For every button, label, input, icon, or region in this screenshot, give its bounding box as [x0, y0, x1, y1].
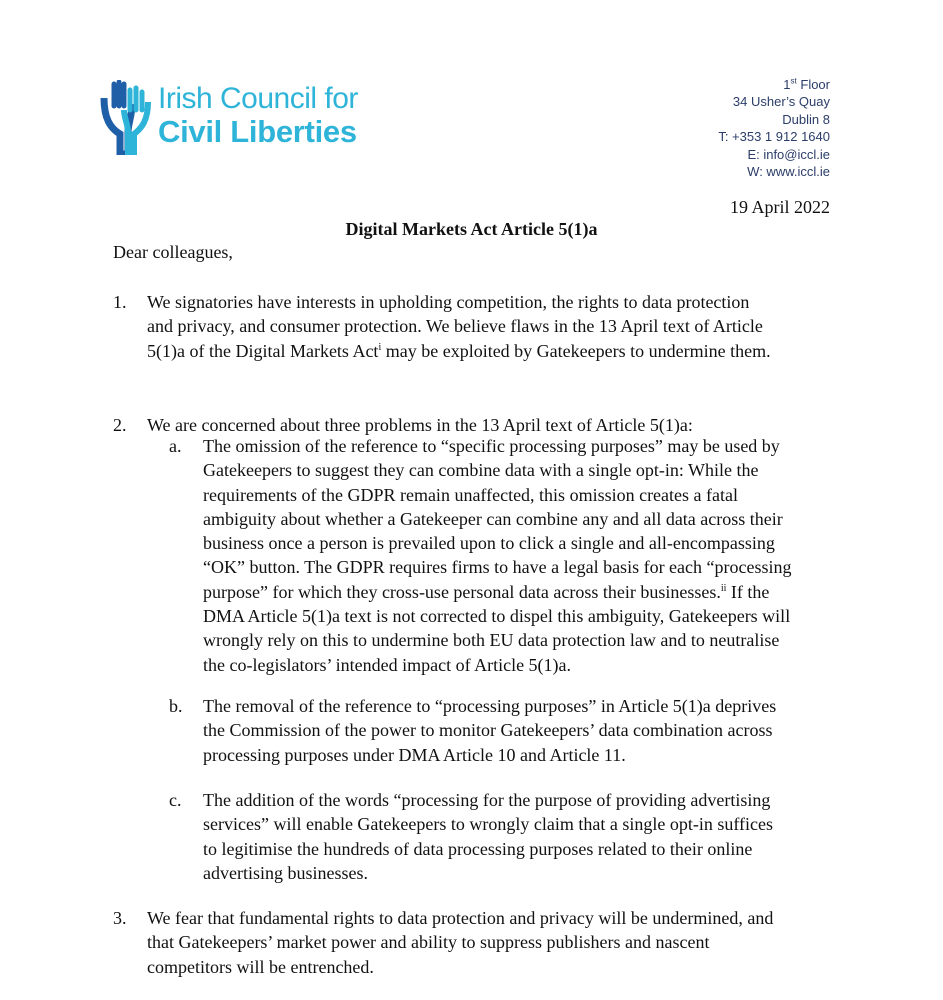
- text-segment: the co-legislators’ intended impact of Article 5(1)a.: [203, 654, 572, 675]
- text-segment: competitors will be entrenched.: [147, 956, 374, 977]
- footnote-reference[interactable]: ii: [720, 582, 727, 594]
- logo-text: Civil Liberties: [158, 114, 357, 149]
- text-line: [147, 290, 771, 314]
- text-segment: “OK” button. The GDPR requires firms to have a legal basis for each “processing: [203, 557, 792, 578]
- text-segment: requirements of the GDPR remain unaffected, this omission creates a fatal: [203, 484, 738, 505]
- list-marker: b.: [169, 696, 183, 716]
- text-segment: The removal of the reference to “processing purposes” in Article 5(1)a deprives: [203, 696, 777, 716]
- salutation: Dear colleagues,: [113, 242, 233, 262]
- text-segment: ambiguity about whether a Gatekeeper can combine any and all data across their: [203, 508, 783, 529]
- text-segment: processing purposes under DMA Article 10 and Article 11.: [203, 744, 626, 765]
- text-line: [203, 743, 776, 767]
- text-line: [203, 483, 792, 507]
- floor-suffix: st: [790, 76, 797, 86]
- text-line: [203, 653, 792, 677]
- text-segment: purpose” for which they cross-use personal data across their businesses.: [203, 581, 721, 602]
- address-block: [718, 76, 830, 180]
- text-segment: wrongly rely on this to undermine both EU data protection law and to neutralise: [203, 630, 780, 651]
- text-segment: to legitimise the hundreds of data processing purposes related to their online: [203, 838, 753, 859]
- text-segment: Gatekeepers to suggest they can combine data with a single opt-in: While the: [203, 460, 759, 481]
- text-segment: We are concerned about three problems in the 13 April text of Article 5(1)a:: [147, 415, 693, 435]
- text-segment: advertising businesses.: [203, 862, 368, 883]
- text-segment: and privacy, and consumer protection. We believe flaws in the 13 April text of Article: [147, 316, 763, 337]
- text-line: [203, 507, 792, 531]
- text-line: [203, 861, 773, 885]
- text-line: [203, 555, 792, 579]
- text-segment: We signatories have interests in upholding competition, the rights to data protection: [147, 292, 750, 312]
- address-city: Dublin 8: [782, 111, 830, 127]
- address-phone: T: +353 1 912 1640: [718, 129, 830, 145]
- lettered-paragraph: [169, 694, 777, 767]
- text-line: [203, 434, 792, 458]
- text-line: [203, 718, 776, 742]
- text-line: [203, 628, 792, 652]
- text-line: [203, 531, 792, 555]
- numbered-paragraph: [113, 290, 771, 363]
- text-segment: The omission of the reference to “specific processing purposes” may be used by: [203, 436, 780, 456]
- text-segment: services” will enable Gatekeepers to wrongly claim that a single opt-in suffices: [203, 814, 773, 835]
- logo-text: Irish Council for: [158, 82, 358, 115]
- list-marker: 2.: [113, 415, 127, 435]
- text-line: [203, 580, 792, 604]
- text-line: [147, 955, 773, 979]
- address-street: 34 Usher’s Quay: [732, 94, 830, 110]
- footnote-reference[interactable]: i: [378, 341, 382, 353]
- text-line: [147, 314, 771, 338]
- floor-number: 1: [783, 77, 791, 92]
- text-line: [203, 694, 776, 718]
- text-segment: If the: [726, 581, 770, 602]
- lettered-paragraph: [169, 434, 792, 677]
- text-segment: may be exploited by Gatekeepers to undermine them.: [381, 340, 771, 361]
- letter-title: Digital Markets Act Article 5(1)a: [345, 219, 598, 239]
- text-segment: business once a person is prevailed upon to click a single and all-encompassing: [203, 533, 775, 554]
- text-line: [203, 788, 773, 812]
- text-segment: the Commission of the power to monitor Gatekeepers’ data combination across: [203, 720, 773, 741]
- hands-icon: [100, 80, 152, 155]
- text-segment: DMA Article 5(1)a text is not corrected to dispel this ambiguity, Gatekeepers will: [203, 606, 791, 627]
- text-line: [203, 604, 792, 628]
- address-web[interactable]: W: www.iccl.ie: [747, 164, 830, 180]
- text-line: [147, 930, 773, 954]
- letter-date: 19 April 2022: [729, 197, 830, 217]
- floor-text: Floor: [796, 77, 830, 92]
- text-line: [147, 906, 773, 930]
- list-marker: 3.: [113, 908, 127, 928]
- text-segment: 5(1)a of the Digital Markets Act: [147, 340, 379, 361]
- numbered-paragraph: [113, 906, 774, 979]
- text-line: [203, 458, 792, 482]
- text-segment: that Gatekeepers’ market power and ability to suppress publishers and nascent: [147, 932, 710, 953]
- iccl-logo: [100, 80, 390, 155]
- text-segment: We fear that fundamental rights to data protection and privacy will be undermined, and: [147, 908, 774, 928]
- text-line: [203, 837, 773, 861]
- text-line: [203, 812, 773, 836]
- list-marker: 1.: [113, 292, 127, 312]
- list-marker: c.: [169, 790, 182, 810]
- lettered-paragraph: [169, 788, 773, 885]
- address-email[interactable]: E: info@iccl.ie: [747, 146, 830, 162]
- text-line: [147, 339, 771, 363]
- list-marker: a.: [169, 436, 182, 456]
- text-segment: The addition of the words “processing for the purpose of providing advertising: [203, 790, 771, 810]
